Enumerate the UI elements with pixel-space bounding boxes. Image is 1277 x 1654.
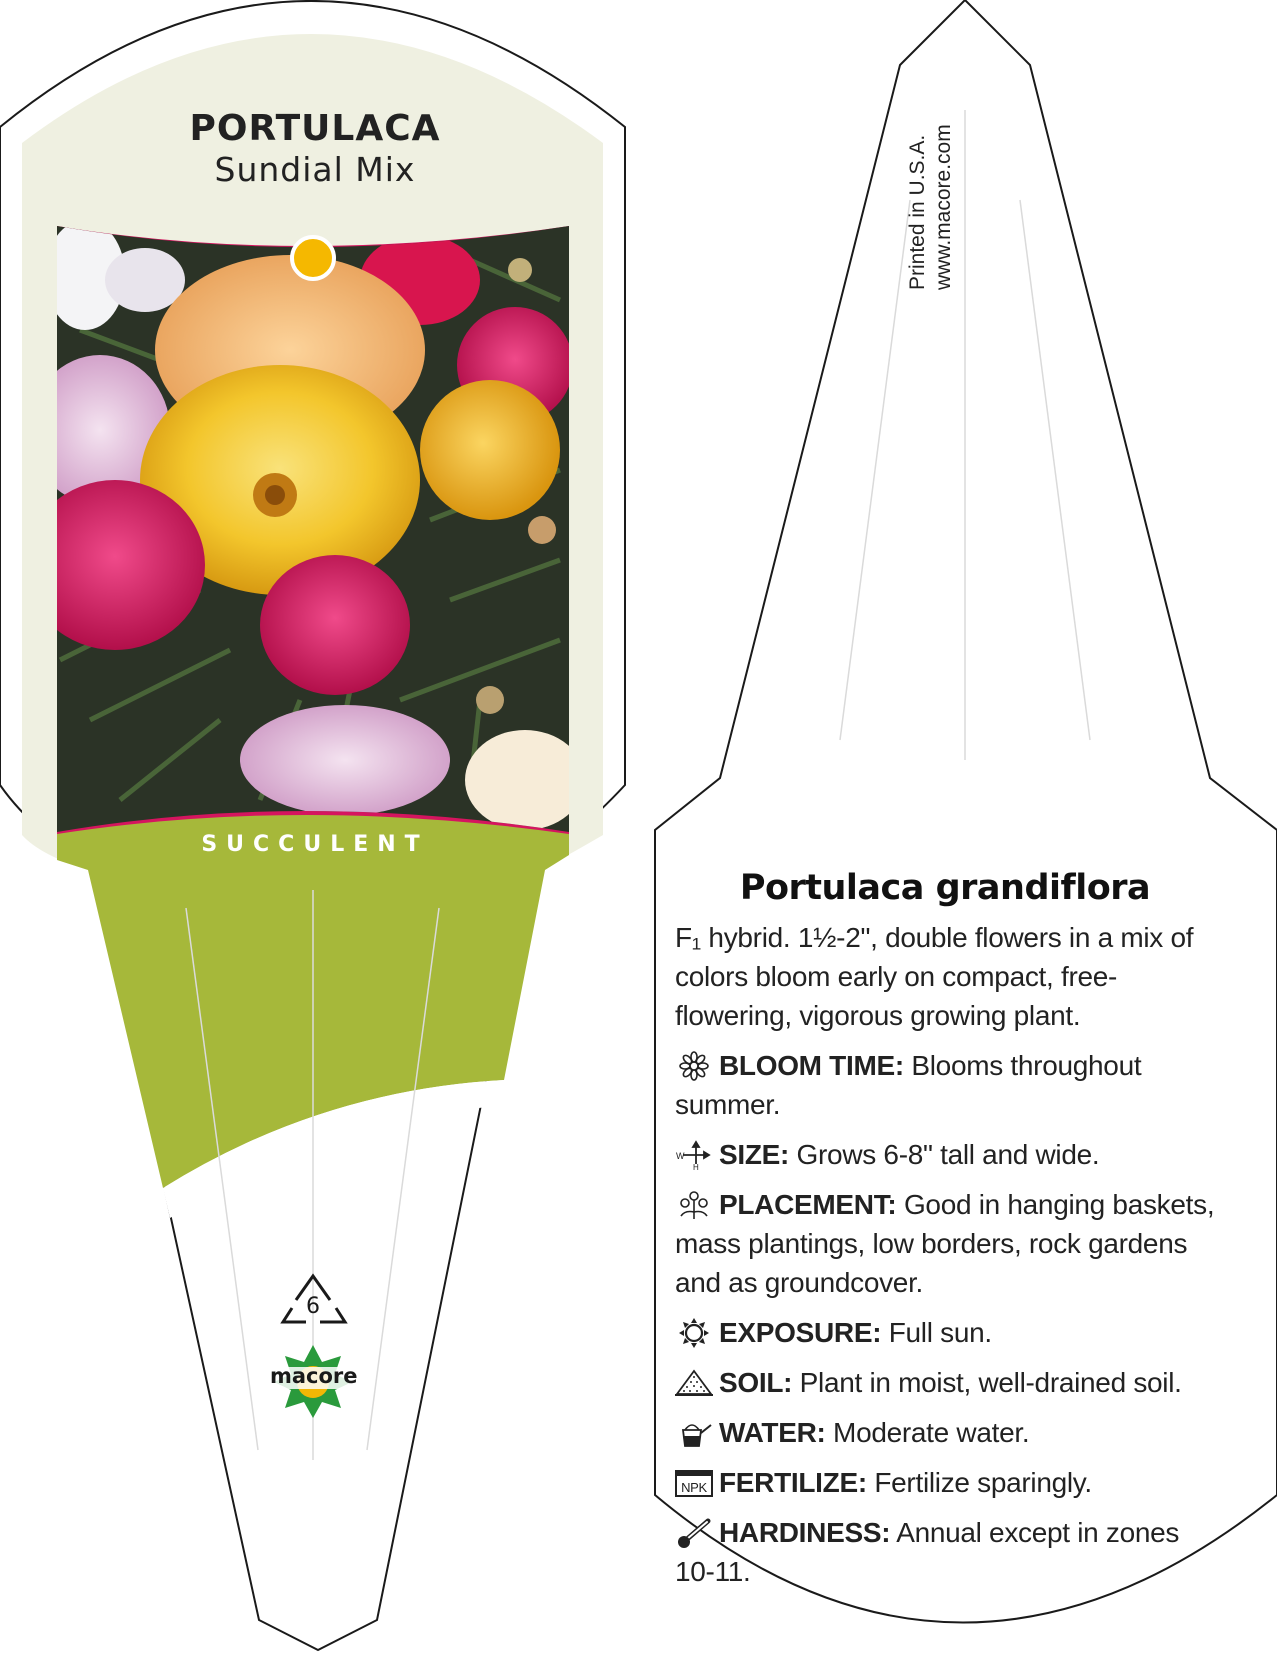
attribute-size [675,1135,1215,1174]
bloom-time-value: Blooms throughout summer. [675,1050,1142,1120]
fertilize-label: FERTILIZE: [719,1467,867,1498]
sun-dot-icon [292,237,334,279]
attribute-soil [675,1363,1215,1402]
placement-value: Good in hanging baskets, mass plantings, low borders, rock gardens and as groundcover. [675,1189,1215,1298]
hardiness-value: Annual except in zones 10-11. [675,1517,1180,1587]
hardiness-label: HARDINESS: [719,1517,891,1548]
size-value: Grows 6-8" tall and wide. [796,1139,1100,1170]
printed-country: Printed in U.S.A. [906,134,929,290]
plant-info-panel [675,868,1215,1591]
bloom-time-label: BLOOM TIME: [719,1050,904,1081]
watering-can-icon [675,1418,713,1448]
sun-icon [675,1318,713,1348]
fertilize-value: Fertilize sparingly. [874,1467,1092,1498]
plant-placement-icon [675,1190,713,1220]
svg-text:H: H [693,1163,699,1170]
variety-name: Sundial Mix [214,150,416,189]
svg-text:NPK: NPK [681,1480,707,1495]
attribute-water [675,1413,1215,1452]
logo-text: macore [270,1364,358,1388]
flower-icon [675,1051,713,1081]
species-name: Portulaca grandiflora [739,868,1151,908]
placement-label: PLACEMENT: [719,1189,897,1220]
water-label: WATER: [719,1417,826,1448]
thermometer-icon [675,1518,713,1548]
soil-pile-icon [675,1368,713,1398]
npk-icon [675,1468,713,1498]
plant-description: F₁ hybrid. 1½-2", double flowers in a mix of colors bloom early on compact, free-flowering, vigorous growing plant. [675,922,1194,1031]
website-url: www.macore.com [932,124,955,290]
size-arrows-icon [675,1140,713,1170]
size-label: SIZE: [719,1139,790,1170]
plant-name: PORTULACA [189,108,441,149]
exposure-label: EXPOSURE: [719,1317,882,1348]
printed-info [905,70,965,290]
attribute-hardiness [675,1513,1215,1591]
category-label: SUCCULENT [201,832,429,857]
water-value: Moderate water. [833,1417,1030,1448]
recycle-number: 6 [306,1294,320,1319]
soil-label: SOIL: [719,1367,793,1398]
exposure-value: Full sun. [888,1317,992,1348]
attribute-bloom-time [675,1046,1215,1124]
svg-text:W: W [676,1151,685,1161]
attribute-exposure [675,1313,1215,1352]
attribute-fertilize [675,1463,1215,1502]
attribute-placement [675,1185,1215,1302]
flower-photo [25,220,585,840]
soil-value: Plant in moist, well-drained soil. [799,1367,1182,1398]
